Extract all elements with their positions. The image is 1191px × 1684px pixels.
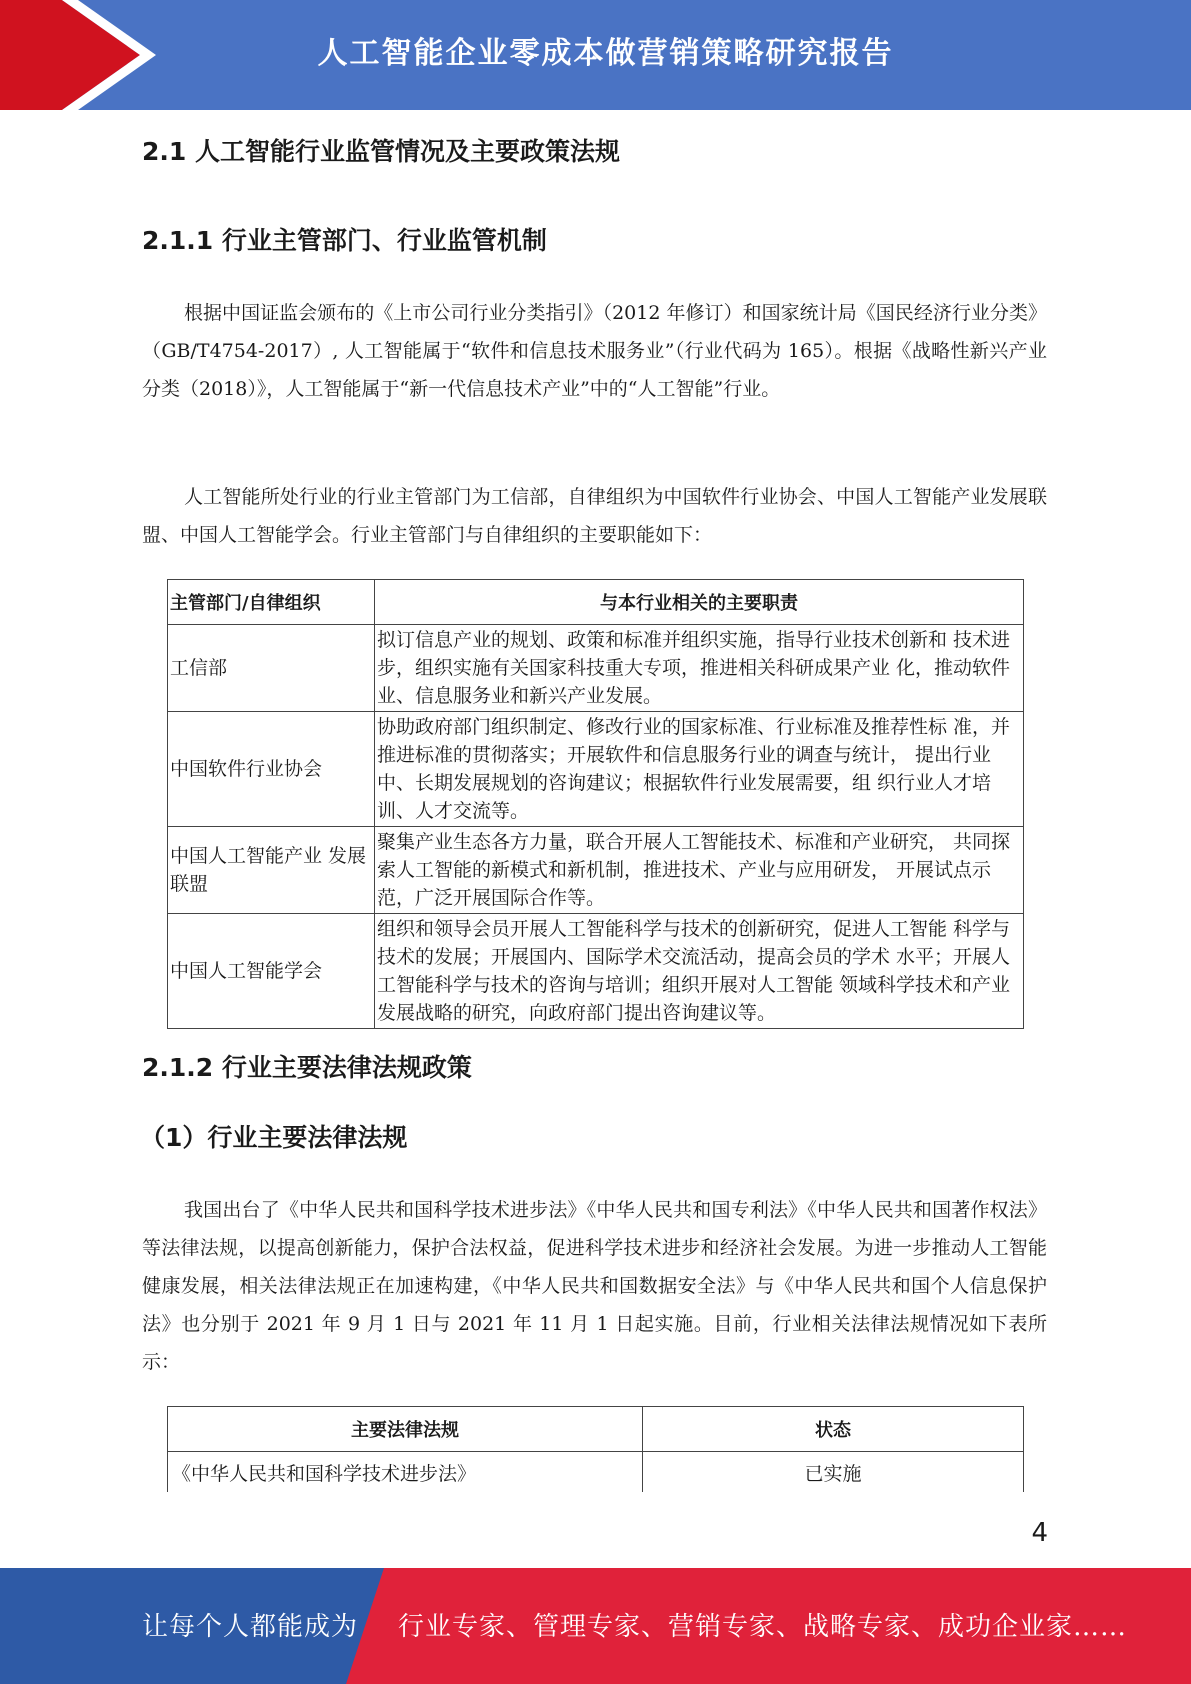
report-title: 人工智能企业零成本做营销策略研究报告 [317,36,894,71]
table-cell-org: 中国软件行业协会 [168,712,375,827]
section-heading-2-1: 2.1 人工智能行业监管情况及主要政策法规 [142,137,620,166]
table-row [168,625,1024,712]
table-header-row [168,1407,1024,1452]
table-cell-org: 中国人工智能学会 [168,914,375,1029]
table-header-law: 主要法律法规 [168,1407,643,1452]
table-header-status: 状态 [643,1407,1024,1452]
table-cell-org: 工信部 [168,625,375,712]
table-cell-law: 《中华人民共和国科学技术进步法》 [168,1452,643,1493]
table-row [168,1452,1024,1493]
section-heading-laws: （1）行业主要法律法规 [140,1123,408,1152]
table-row [168,712,1024,827]
paragraph-laws: 我国出台了《中华人民共和国科学技术进步法》《中华人民共和国专利法》《中华人民共和国著作权法》等法律法规，以提高创新能力，保护合法权益，促进科学技术进步和经济社会发展。为进一步推动人工智能健康发展，相关法律法规正在加速构建，《中华人民共和国数据安全法》与《中华人民共和国个人信息保护法》也分别于 2021 年 9 月 1 日与 2021 年 11 月 1 日起实施。目前，行业相关法律法规情况如下表所示： [142,1199,1047,1373]
table-header-duty: 与本行业相关的主要职责 [375,580,1024,625]
section-heading-2-1-2: 2.1.2 行业主要法律法规政策 [142,1053,472,1082]
section-heading-2-1-1: 2.1.1 行业主管部门、行业监管机制 [142,226,547,255]
page-header [0,0,1191,110]
table-cell-status: 已实施 [643,1452,1024,1493]
page-footer [0,1568,1191,1684]
table-cell-duty: 组织和领导会员开展人工智能科学与技术的创新研究，促进人工智能 科学与技术的发展；开展国内、国际学术交流活动，提高会员的学术 水平；开展人工智能科学与技术的咨询与培训；组织开展对人工智能 领域科学技术和产业发展战略的研究，向政府部门提出咨询建议等。 [375,914,1024,1029]
paragraph-regulators: 人工智能所处行业的行业主管部门为工信部，自律组织为中国软件行业协会、中国人工智能产业发展联盟、中国人工智能学会。行业主管部门与自律组织的主要职能如下： [142,486,1047,546]
table-cell-duty: 拟订信息产业的规划、政策和标准并组织实施，指导行业技术创新和 技术进步，组织实施有关国家科技重大专项，推进相关科研成果产业 化，推动软件业、信息服务业和新兴产业发展。 [375,625,1024,712]
table-cell-duty: 聚集产业生态各方力量，联合开展人工智能技术、标准和产业研究， 共同探索人工智能的新模式和新机制，推进技术、产业与应用研发， 开展试点示范，广泛开展国际合作等。 [375,827,1024,914]
regulator-duties-table [167,579,1024,1029]
table-header-org: 主管部门/自律组织 [168,580,375,625]
page-number: 4 [1031,1518,1048,1548]
table-row [168,827,1024,914]
table-cell-duty: 协助政府部门组织制定、修改行业的国家标准、行业标准及推荐性标 准，并推进标准的贯彻落实；开展软件和信息服务行业的调查与统计， 提出行业中、长期发展规划的咨询建议；根据软件行业发展需要，组 织行业人才培训、人才交流等。 [375,712,1024,827]
table-cell-org: 中国人工智能产业 发展联盟 [168,827,375,914]
paragraph-industry-classification: 根据中国证监会颁布的《上市公司行业分类指引》（2012 年修订）和国家统计局《国民经济行业分类》（GB/T4754-2017）, 人工智能属于“软件和信息技术服务业”（行业代码为 165）。根据《战略性新兴产业分类（2018）》，人工智能属于“新一代信息技术产业”中的“人工智能”行业。 [142,302,1047,400]
laws-table [167,1406,1024,1492]
footer-slogan-right: 行业专家、管理专家、营销专家、战略专家、成功企业家…… [398,1612,1128,1642]
table-row [168,914,1024,1029]
footer-slogan-left: 让每个人都能成为 [142,1612,359,1642]
table-header-row [168,580,1024,625]
